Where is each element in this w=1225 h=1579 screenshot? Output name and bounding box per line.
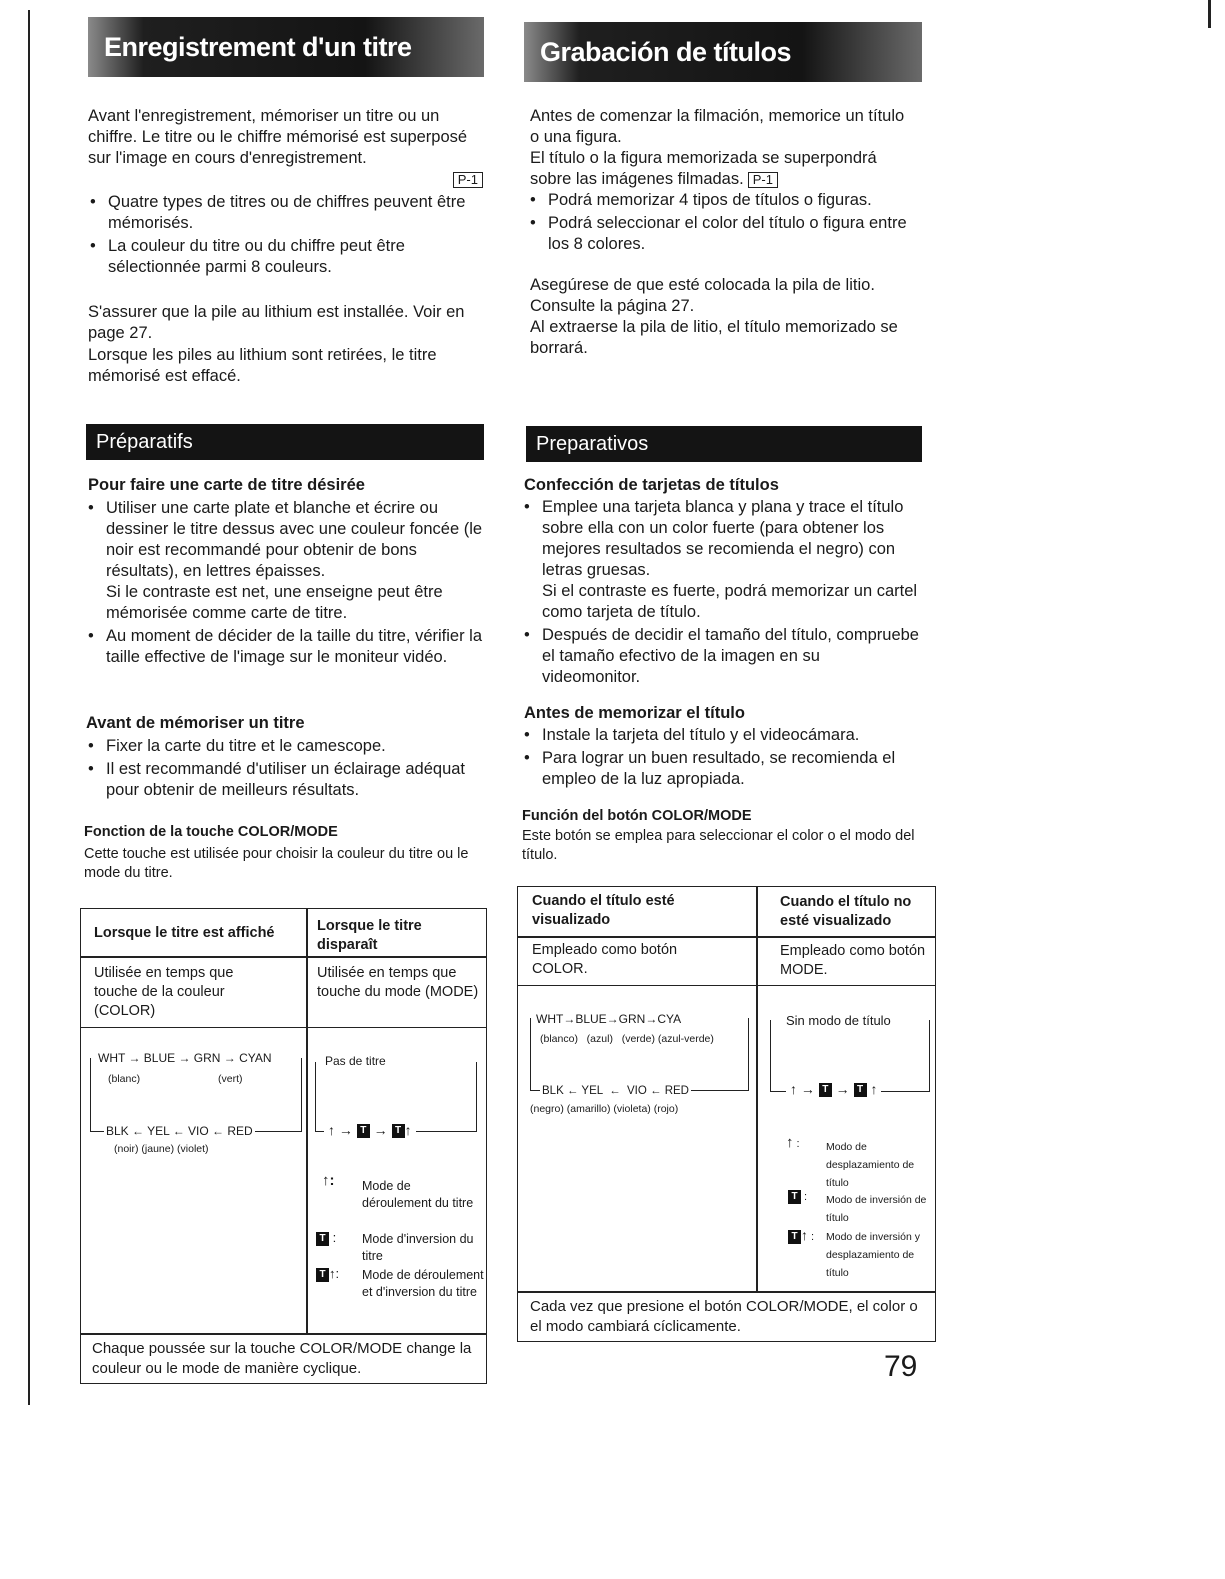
inversion-icon: T — [357, 1124, 370, 1138]
fr-color-cycle-loop — [90, 1058, 302, 1132]
right-edge-mark — [1208, 0, 1211, 28]
fr-table-row-divider — [80, 956, 487, 958]
fr-intro: Avant l'enregistrement, mémoriser un titre ou un chiffre. Le titre ou le chiffre mémorisé est superposé sur l'image en cours d'enregistrement. P-1 — [88, 106, 483, 190]
fr-legend-both: Mode de déroulement et d'inversion du titre — [362, 1268, 484, 1299]
fr-before-heading: Avant de mémoriser un titre — [86, 714, 305, 732]
es-card-list — [522, 497, 920, 690]
es-color-top-sub: (blanco) (azul) (verde) (azul-verde) — [540, 1033, 714, 1045]
fr-mode-top: Pas de titre — [322, 1054, 389, 1069]
es-table-row-divider — [517, 985, 936, 986]
es-color-cycle-loop — [530, 1018, 749, 1091]
scroll-arrow-icon: ↑ — [404, 1122, 412, 1138]
es-battery-note-2: Al extraerse la pila de litio, el título memorizado se borrará. — [530, 318, 898, 357]
list-item: • Instale la tarjeta del título y el videocámara. — [522, 725, 917, 746]
fr-table-col-divider — [306, 908, 308, 1334]
fr-legend-inversion: Mode d'inversion du titre — [362, 1232, 474, 1263]
fr-color-bottom: BLK ← YEL ← VIO ← RED — [106, 1124, 253, 1138]
fr-section-banner — [88, 17, 484, 77]
es-table-footer: Cada vez que presione el botón COLOR/MODE, el color o el modo cambiará cíclicamente. — [530, 1298, 918, 1335]
fr-func-text: Cette touche est utilisée pour choisir la couleur du titre ou le mode du titre. — [84, 846, 469, 881]
fr-mode-sequence: ↑ → T → T ↑ — [324, 1121, 416, 1139]
es-before-heading: Antes de memorizar el título — [524, 704, 745, 722]
es-color-top: WHT→BLUE→GRN→CYA — [536, 1012, 682, 1026]
fr-table-col1-head: Lorsque le titre est affiché — [94, 925, 275, 941]
es-table-col2-head: Cuando el título no esté visualizado — [780, 894, 912, 929]
fr-table-col2-use: Utilisée en temps que touche du mode (MODE) — [317, 965, 479, 1000]
fr-intro-list — [88, 192, 478, 280]
scroll-arrow-icon: ↑ : — [786, 1134, 800, 1151]
es-table-row-divider — [517, 936, 936, 938]
es-legend-scroll: Modo de desplazamiento de título — [826, 1141, 915, 1189]
list-item: • Después de decidir el tamaño del título, compruebe el tamaño efectivo de la imagen en su videomonitor. — [522, 625, 920, 688]
es-intro: Antes de comenzar la filmación, memorice un título o una figura. El título o la figura memorizada se superpondrá sobre las imágenes filmadas. P-1 — [530, 107, 905, 188]
fr-func-heading: Fonction de la touche COLOR/MODE — [84, 824, 338, 840]
list-item: • Podrá memorizar 4 tipos de títulos o figuras. — [528, 190, 918, 211]
es-prep-banner — [526, 426, 922, 462]
fr-legend-scroll: Mode de déroulement du titre — [362, 1179, 474, 1210]
list-item: • La couleur du titre ou du chiffre peut être sélectionnée parmi 8 couleurs. — [88, 236, 478, 278]
es-legend-both-icon: T ↑ : — [788, 1227, 814, 1244]
fr-card-heading: Pour faire une carte de titre désirée — [88, 476, 365, 494]
page-number: 79 — [884, 1350, 918, 1383]
es-color-bottom-sub: (negro) (amarillo) (violeta) (rojo) — [530, 1103, 679, 1115]
fr-color-top-sub1: (blanc) — [108, 1073, 141, 1085]
es-table-col2-use: Empleado como botón MODE. — [780, 943, 926, 978]
fr-card-list — [86, 498, 484, 670]
scroll-arrow-icon: ↑ — [328, 1122, 335, 1138]
es-legend-inversion: Modo de inversión de título — [826, 1194, 927, 1224]
es-section-title: Grabación de títulos — [540, 36, 792, 67]
es-section-banner — [524, 22, 922, 82]
list-item: • Il est recommandé d'utiliser un éclairage adéquat pour obtenir de meilleurs résultats. — [86, 759, 466, 801]
fr-color-bottom-sub: (noir) (jaune) (violet) — [114, 1143, 209, 1155]
fr-legend-inv-icon: T : — [316, 1230, 336, 1246]
es-mode-top: Sin modo de título — [783, 1013, 894, 1028]
es-card-heading: Confección de tarjetas de títulos — [524, 476, 779, 494]
es-page-ref: P-1 — [748, 172, 778, 188]
es-before-list — [522, 725, 917, 792]
inversion-icon: T — [819, 1083, 832, 1097]
list-item: • Utiliser une carte plate et blanche et écrire ou dessiner le titre dessus avec une couleur foncée (le noir est recommandé pour obtenir de bons résultats), en lettres épaisses. Si le contraste est net, une enseigne peut être mémorisée comme carte de titre. — [86, 498, 484, 624]
es-mode-sequence: ↑ → T → T ↑ — [786, 1080, 881, 1098]
scroll-arrow-icon: ↑ — [870, 1081, 878, 1097]
es-intro-list — [528, 190, 918, 257]
es-prep-title: Preparativos — [536, 432, 649, 455]
fr-battery-note-2: Lorsque les piles au lithium sont retirées, le titre mémorisé est effacé. — [88, 346, 437, 385]
fr-prep-title: Préparatifs — [96, 430, 193, 453]
fr-color-top: WHT → BLUE → GRN → CYAN — [98, 1051, 272, 1065]
es-table-row-divider — [517, 1291, 936, 1293]
fr-legend-both-icon: T ↑: — [316, 1266, 339, 1282]
es-func-heading: Función del botón COLOR/MODE — [522, 808, 752, 824]
fr-table-footer: Chaque poussée sur la touche COLOR/MODE change la couleur ou le mode de manière cyclique. — [92, 1340, 472, 1377]
inversion-icon: T — [392, 1124, 405, 1138]
list-item: • Emplee una tarjeta blanca y plana y trace el título sobre ella con un color fuerte (para obtener los mejores resultados se recomienda el negro) con letras gruesas. Si el contraste es fuerte, podrá memorizar un cartel como tarjeta de título. — [522, 497, 920, 623]
fr-table-row-divider — [80, 1333, 487, 1335]
list-item: • Podrá seleccionar el color del título o figura entre los 8 colores. — [528, 213, 918, 255]
scroll-arrow-icon: ↑: — [322, 1172, 335, 1189]
left-margin-line — [28, 10, 30, 1405]
fr-table-row-divider — [80, 1027, 487, 1028]
fr-page-ref: P-1 — [453, 172, 483, 188]
list-item: • Au moment de décider de la taille du titre, vérifier la taille effective de l'image sur le moniteur vidéo. — [86, 626, 484, 668]
list-item: • Fixer la carte du titre et le camescope. — [86, 736, 466, 757]
fr-prep-banner — [86, 424, 484, 460]
es-func-text: Este botón se emplea para seleccionar el color o el modo del título. — [522, 828, 915, 863]
fr-section-title: Enregistrement d'un titre — [104, 31, 412, 62]
es-table-col1-head: Cuando el título esté visualizado — [532, 893, 675, 928]
fr-table-col2-head: Lorsque le titre disparaît — [317, 918, 422, 953]
es-battery-note: Asegúrese de que esté colocada la pila de litio. Consulte la página 27. — [530, 276, 875, 315]
fr-table-col1-use: Utilisée en temps que touche de la couleur (COLOR) — [94, 965, 234, 1019]
es-legend-both: Modo de inversión y desplazamiento de título — [826, 1231, 920, 1279]
fr-color-top-sub2: (vert) — [218, 1073, 243, 1085]
scroll-arrow-icon: ↑ — [790, 1081, 797, 1097]
es-color-bottom: BLK ← YEL ← VIO ← RED — [542, 1085, 689, 1097]
es-table-col-divider — [756, 886, 758, 1292]
list-item: • Quatre types de titres ou de chiffres peuvent être mémorisés. — [88, 192, 478, 234]
list-item: • Para lograr un buen resultado, se recomienda el empleo de la luz apropiada. — [522, 748, 917, 790]
fr-before-list — [86, 736, 466, 803]
inversion-icon: T — [854, 1083, 867, 1097]
es-table-col1-use: Empleado como botón COLOR. — [532, 942, 678, 977]
fr-battery-note: S'assurer que la pile au lithium est installée. Voir en page 27. — [88, 303, 465, 342]
es-legend-inv-icon: T : — [788, 1190, 807, 1204]
